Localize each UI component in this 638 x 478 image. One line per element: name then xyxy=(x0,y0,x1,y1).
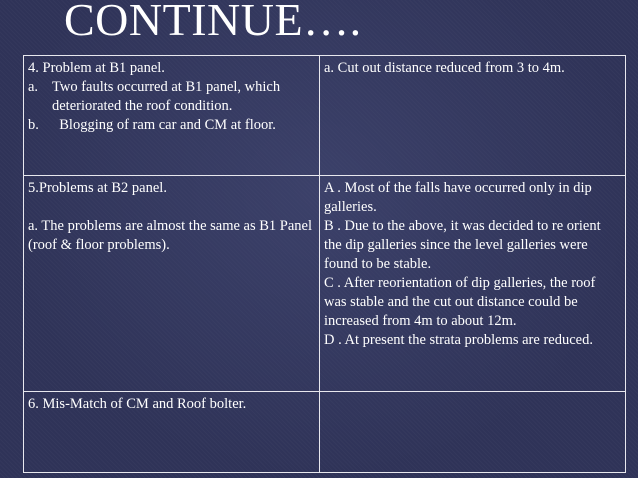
list-marker: b. xyxy=(28,117,39,133)
list-item xyxy=(28,78,315,116)
table-cell xyxy=(24,56,320,176)
table-row xyxy=(24,176,626,392)
table-cell-empty xyxy=(320,392,626,473)
list-text: Blogging of ram car and CM at floor. xyxy=(52,117,276,133)
cell-heading: 4. Problem at B1 panel. xyxy=(28,60,165,76)
paragraph: A . Most of the falls have occurred only in dip galleries. xyxy=(324,180,592,215)
table-row xyxy=(24,392,626,473)
table-cell xyxy=(24,392,320,473)
paragraph: D . At present the strata problems are reduced. xyxy=(324,332,593,348)
table-cell xyxy=(320,56,626,176)
cell-heading: 5.Problems at B2 panel. xyxy=(28,180,167,196)
cell-text: a. Cut out distance reduced from 3 to 4m. xyxy=(324,60,565,76)
slide-title: CONTINUE…. xyxy=(64,0,362,45)
list-text: Two faults occurred at B1 panel, which deteriorated the roof condition. xyxy=(52,79,281,114)
content-table xyxy=(23,55,626,473)
cell-text: a. The problems are almost the same as B1 Panel (roof & floor problems). xyxy=(28,218,313,253)
list-item xyxy=(28,116,315,135)
cell-heading: 6. Mis-Match of CM and Roof bolter. xyxy=(28,396,247,412)
paragraph: B . Due to the above, it was decided to re orient the dip galleries since the level galleries were found to be stable. xyxy=(324,218,601,272)
table-cell xyxy=(320,176,626,392)
list-marker: a. xyxy=(28,79,39,95)
paragraph: C . After reorientation of dip galleries, the roof was stable and the cut out distance could be increased from 4m to about 12m. xyxy=(324,275,596,329)
table-row xyxy=(24,56,626,176)
table-cell xyxy=(24,176,320,392)
